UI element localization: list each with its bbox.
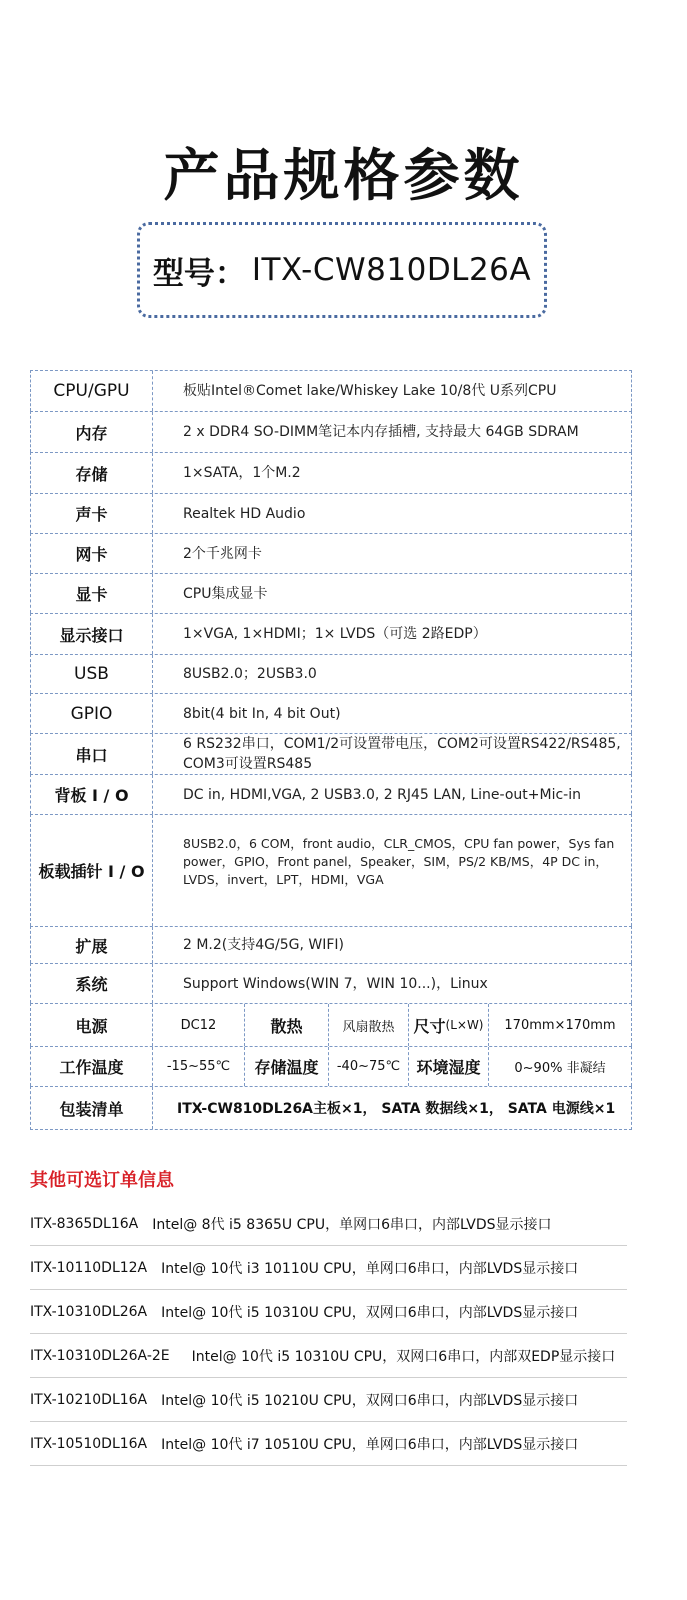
order-item (30, 1290, 627, 1334)
order-desc: Intel@ 10代 i5 10310U CPU，双网口6串口，内部双EDP显示接口 (191, 1348, 616, 1365)
spec-row-cpu (30, 370, 632, 411)
spec-label: 显示接口 (31, 614, 153, 654)
spec-label: 内存 (31, 412, 153, 452)
order-desc: Intel@ 10代 i3 10110U CPU，单网口6串口，内部LVDS显示接口 (161, 1260, 579, 1277)
spec-label: USB (31, 655, 153, 693)
size-value: 170mm×170mm (504, 1017, 616, 1033)
spec-row-graphics (30, 573, 632, 613)
cooling-label: 散热 (245, 1004, 329, 1046)
order-item (30, 1422, 627, 1466)
spec-row-display (30, 613, 632, 654)
order-desc: Intel@ 8代 i5 8365U CPU，单网口6串口，内部LVDS显示接口 (152, 1216, 552, 1233)
spec-value: 8bit(4 bit In, 4 bit Out) (183, 705, 341, 722)
spec-label: 包装清单 (31, 1087, 153, 1129)
size-label-main: 尺寸 (413, 1016, 446, 1036)
order-code: ITX-10310DL26A (30, 1303, 148, 1320)
spec-value: 2 x DDR4 SO-DIMM笔记本内存插槽, 支持最大 64GB SDRAM (183, 424, 579, 440)
spec-row-usb (30, 654, 632, 693)
spec-value: 6 RS232串口，COM1/2可设置带电压，COM2可设置RS422/RS485, COM3可设置RS485 (183, 736, 621, 772)
spec-row-audio (30, 493, 632, 533)
spec-value: 1×VGA, 1×HDMI；1× LVDS（可选 2路EDP） (183, 626, 487, 642)
spec-row-expansion (30, 926, 632, 963)
spec-label: 串口 (31, 734, 153, 774)
order-item (30, 1202, 627, 1246)
order-code: ITX-8365DL16A (30, 1215, 139, 1232)
spec-value: DC in, HDMI,VGA, 2 USB3.0, 2 RJ45 LAN, Line-out+Mic-in (183, 786, 581, 803)
spec-row-temperature (30, 1046, 632, 1086)
storage-temp-value: -40~75℃ (329, 1047, 409, 1086)
spec-label: GPIO (31, 694, 153, 733)
spec-row-power (30, 1003, 632, 1046)
spec-value: ITX-CW810DL26A主板×1， SATA 数据线×1， SATA 电源线×1 (177, 1101, 616, 1117)
humidity-value: 0~90% 非凝结 (514, 1061, 606, 1076)
spec-row-network (30, 533, 632, 573)
spec-row-storage (30, 452, 632, 493)
spec-value: 2 M.2(支持4G/5G, WIFI) (183, 937, 344, 953)
spec-label: 电源 (31, 1004, 153, 1046)
spec-table (30, 370, 632, 1130)
spec-label: 声卡 (31, 494, 153, 533)
spec-value: 2个千兆网卡 (183, 545, 262, 562)
spec-value: CPU集成显卡 (183, 585, 268, 602)
spec-row-os (30, 963, 632, 1003)
order-list (30, 1202, 627, 1466)
spec-label: 板载插针 I / O (31, 815, 153, 926)
spec-label: 显卡 (31, 574, 153, 613)
model-label: 型号： (152, 255, 246, 292)
order-code: ITX-10310DL26A-2E (30, 1347, 170, 1364)
spec-label: 扩展 (31, 927, 153, 963)
other-orders-title: 其他可选订单信息 (30, 1170, 174, 1191)
order-code: ITX-10210DL16A (30, 1391, 148, 1408)
order-desc: Intel@ 10代 i5 10310U CPU，双网口6串口，内部LVDS显示接口 (161, 1304, 579, 1321)
spec-value: Support Windows(WIN 7，WIN 10...)，Linux (183, 975, 488, 992)
spec-value: Realtek HD Audio (183, 505, 306, 522)
spec-label: 背板 I / O (31, 775, 153, 814)
cooling-value: 风扇散热 (329, 1004, 409, 1046)
spec-value: 8USB2.0，6 COM，front audio，CLR_CMOS，CPU fan power，Sys fan power，GPIO，Front panel，Speaker，SIM，PS/2 KB/MS，4P DC in，LVDS，invert，LPT，HDMI，VGA (183, 836, 615, 887)
work-temp-value: -15~55℃ (153, 1047, 245, 1086)
spec-row-onboard-io (30, 814, 632, 926)
spec-label: 存储 (31, 453, 153, 493)
spec-row-rear-io (30, 774, 632, 814)
spec-label: 网卡 (31, 534, 153, 573)
order-item (30, 1334, 627, 1378)
spec-row-gpio (30, 693, 632, 733)
model-value: ITX-CW810DL26A (251, 252, 532, 288)
order-desc: Intel@ 10代 i5 10210U CPU，双网口6串口，内部LVDS显示接口 (161, 1392, 579, 1409)
model-box (137, 222, 547, 318)
spec-label: CPU/GPU (31, 371, 153, 411)
size-label-sub: (L×W) (445, 1018, 484, 1032)
spec-row-package (30, 1086, 632, 1130)
page-title: 产品规格参数 (163, 144, 524, 209)
spec-value: 板贴Intel®Comet lake/Whiskey Lake 10/8代 U系列CPU (183, 383, 557, 399)
spec-label: 系统 (31, 964, 153, 1003)
order-desc: Intel@ 10代 i7 10510U CPU，单网口6串口，内部LVDS显示接口 (161, 1436, 579, 1453)
spec-label: 工作温度 (31, 1047, 153, 1086)
spec-row-memory (30, 411, 632, 452)
spec-value: 1×SATA，1个M.2 (183, 465, 301, 481)
order-item (30, 1246, 627, 1290)
storage-temp-label: 存储温度 (245, 1047, 329, 1086)
spec-row-serial (30, 733, 632, 774)
spec-value: 8USB2.0；2USB3.0 (183, 666, 317, 682)
humidity-label: 环境湿度 (409, 1047, 489, 1086)
order-code: ITX-10510DL16A (30, 1435, 148, 1452)
order-item (30, 1378, 627, 1422)
power-value: DC12 (153, 1004, 245, 1046)
size-label (409, 1004, 489, 1046)
order-code: ITX-10110DL12A (30, 1259, 148, 1276)
